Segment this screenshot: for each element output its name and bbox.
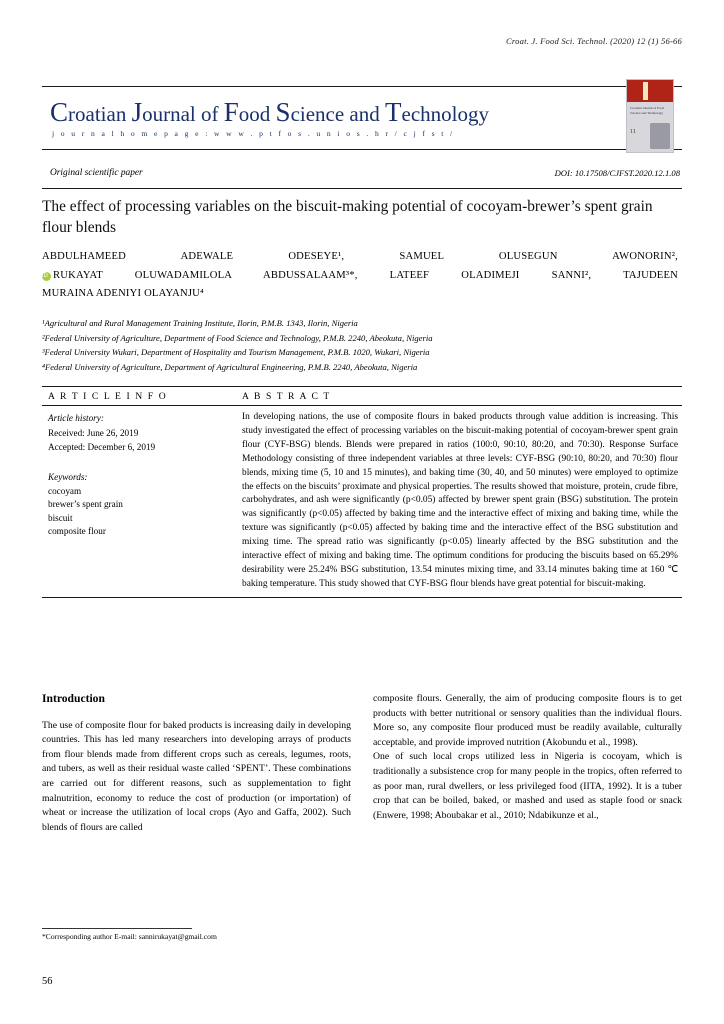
journal-cover-logo: [626, 79, 674, 153]
body-columns: [42, 692, 682, 835]
paper-type-row: [42, 168, 682, 189]
abstract-text: In developing nations, the use of composite flours in baked products through value addition is increasing. This study investigated the effect of processing variables on the biscuit-making potential of cocoyam-brewer spent grain flour (CYF-BSG) blends. Blends were prepared in ratios (100:0, 90:10, 80:20, and 70:30). Response Surface Methodology consisting of three independent variables at three levels: CYF-BSG (90:10, 80:20, and 70:30) flour blends, mixing time (5, 10 and 15 minutes), and baking time (30, 40, and 50 minutes) were employed to optimize the effects on the biscuits’ proximate and physical properties. The results showed that moisture, protein, crude fibre, carbohydrates, and ash were significantly (p<0.05) affected by brewer spent grain (BSG) substitution. The protein was significantly (p<0.05) affected by baking time and the interactive effect of mixing and baking time, while the texture was significantly (p<0.05) affected by baking time and the interactive effect of the BSG substitution and mixing time. The spread ratio was significantly (p<0.05) linearly affected by the BSG substitution and the interactive effect of mixing and baking time. The optimum conditions for producing the biscuits based on 65.29% desirability were 25.24% BSG substitution, 13.54 minutes mixing time, and 33.14 minutes baking time at 160 ℃ baking temperature. This study showed that CYF-BSG flour blends have great potential for biscuit-making.: [242, 412, 678, 589]
author-line-3: MURAINA ADENIYI OLAYANJU⁴: [42, 288, 204, 299]
keywords-block: [48, 470, 222, 539]
page-title: The effect of processing variables on the biscuit-making potential of cocoyam-brewer’s spent grain flour blends: [42, 198, 653, 236]
orcid-icon[interactable]: iD: [42, 272, 51, 281]
running-head: Croat. J. Food Sci. Technol. (2020) 12 (1) 56-66: [505, 36, 682, 46]
affiliations: [42, 316, 672, 374]
keywords-list: [48, 485, 222, 539]
affiliation-2: ²Federal University of Agriculture, Department of Food Science and Technology, P.M.B. 2240, Abeokuta, Nigeria: [42, 332, 433, 343]
corresponding-author-footnote: [42, 928, 382, 941]
logo-caption: Croatian Journal of Food Science and Technology: [630, 106, 664, 115]
info-abstract-body: [42, 406, 682, 592]
keywords-title: Keywords:: [48, 472, 88, 482]
logo-stripe: [643, 82, 648, 100]
body-paragraph: The use of composite flour for baked products is increasing daily in developing countries. This has led many researchers into developing arrays of products from flour blends made from different crops such as cereals, legumes, roots, and tubers, as well as their residual waste called ‘SPENT’. These combinations are carried out for different reasons, such as supplementation to fight malnutrition, economy to reduce the cost of production (or importation) of wheat or increase the utilization of local crops (Ayo and Gaffa, 2002). Such blends of flours are called: [42, 719, 351, 833]
article-info-heading: A R T I C L E I N F O: [48, 391, 168, 402]
keyword-item: brewer’s spent grain: [48, 499, 123, 510]
author-line-1: ABDULHAMEED ADEWALE ODESEYE¹, SAMUEL OLUSEGUN AWONORIN²,: [42, 251, 678, 262]
page-number: 56: [42, 976, 53, 987]
doi-label[interactable]: DOI: 10.17508/CJFST.2020.12.1.08: [554, 168, 680, 178]
author-line-2-text: RUKAYAT OLUWADAMILOLA ABDUSSALAAM³*, LATEEF OLADIMEJI SANNI², TAJUDEEN: [53, 269, 678, 281]
article-received: Received: June 26, 2019: [48, 428, 139, 438]
article-history-title: Article history:: [48, 413, 104, 423]
body-column-left: [42, 692, 351, 835]
logo-red-band: [627, 80, 673, 102]
logo-volume-number: 11: [630, 129, 636, 135]
journal-masthead: [42, 86, 682, 150]
affiliation-3: ³Federal University Wukari, Department of Hospitality and Tourism Management, P.M.B. 1020, Wukari, Nigeria: [42, 347, 430, 358]
article-info-column: [42, 411, 230, 592]
info-abstract-block: [42, 386, 682, 598]
body-paragraph: One of such local crops utilized less in Nigeria is cocoyam, which is traditionally a subsistence crop for many people in the tropics, often referred to as poor man, rural dwellers, or less privileged food (IITA, 1992). It is a tuber crop that can be boiled, baked, or mashed and used as staple food or snack (Enwere, 1998; Aboubakar et al., 2010; Ndabikunze et al.,: [373, 751, 682, 821]
journal-homepage[interactable]: j o u r n a l h o m e p a g e : w w w . p t f o s . u n i o s . h r / c j f s t /: [52, 129, 455, 138]
author-line-2: [42, 267, 678, 286]
keyword-item: cocoyam: [48, 486, 82, 496]
author-list: [42, 248, 678, 304]
abstract-heading: A B S T R A C T: [242, 391, 331, 402]
journal-title: Croatian Journal of Food Science and Technology: [50, 97, 489, 127]
paper-type-label: Original scientific paper: [50, 168, 143, 178]
footnote-text[interactable]: *Corresponding author E-mail: sannirukayat@gmail.com: [42, 932, 217, 941]
keyword-item: biscuit: [48, 512, 73, 523]
body-paragraph: composite flours. Generally, the aim of producing composite flours is to get products with better nutritional or sensory qualities than the individual flours. More so, any composite flour produced must be readily available, culturally acceptable, and provide improved nutrition (Akobundu et al., 1998).: [373, 693, 682, 748]
article-accepted: Accepted: December 6, 2019: [48, 442, 156, 452]
logo-photo-block: [650, 123, 670, 149]
keyword-item: composite flour: [48, 526, 106, 537]
affiliation-4: ⁴Federal University of Agriculture, Department of Agricultural Engineering, P.M.B. 2240, Abeokuta, Nigeria: [42, 361, 418, 372]
affiliation-1: ¹Agricultural and Rural Management Training Institute, Ilorin, P.M.B. 1343, Ilorin, Nigeria: [42, 318, 358, 328]
info-abstract-headings: [42, 391, 682, 406]
body-column-right: [373, 692, 682, 835]
footnote-rule: [42, 928, 192, 929]
section-heading-introduction: Introduction: [42, 692, 105, 705]
page-content: [42, 0, 682, 1024]
